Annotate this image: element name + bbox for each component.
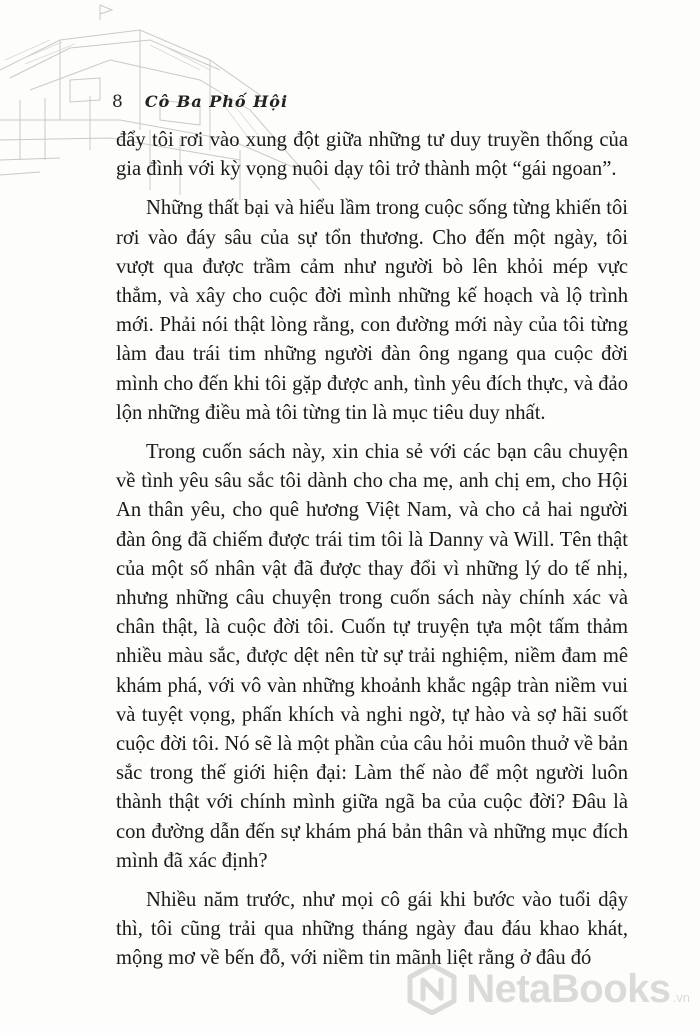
paragraph-4: Nhiều năm trước, như mọi cô gái khi bước vào tuổi dậy thì, tôi cũng trải qua những tháng ngày đau đáu khao khát, mộng mơ về bến đỗ, với niềm tin mãnh liệt rằng ở đâu đó [116, 889, 628, 970]
running-title: Cô Ba Phố Hội [144, 92, 289, 111]
running-header [112, 92, 288, 112]
netabooks-logo-icon [406, 963, 458, 1015]
page-number: 8 [112, 92, 123, 112]
paragraph-1: đẩy tôi rơi vào xung đột giữa những tư duy truyền thống của gia đình với kỳ vọng nuôi dạy tôi trở thành một “gái ngoan”. [116, 129, 628, 181]
watermark-suffix: .vn [672, 990, 690, 1005]
body-text [116, 126, 628, 984]
paragraph-3: Trong cuốn sách này, xin chia sẻ với các bạn câu chuyện về tình yêu sâu sắc tôi dành cho cha mẹ, anh chị em, cho Hội An thân yêu, cho quê hương Việt Nam, và cho cả hai người đàn ông đã chiếm được trái tim tôi là Danny và Will. Tên thật của một số nhân vật đã được thay đổi vì những lý do tế nhị, nhưng những câu chuyện trong cuốn sách này chính xác và chân thật, là cuộc đời tôi. Cuốn tự truyện tựa một tấm thảm nhiều màu sắc, được dệt nên từ sự trải nghiệm, niềm đam mê khám phá, với vô vàn những khoảnh khắc ngập tràn niềm vui và tuyệt vọng, phấn khích và nghi ngờ, tự hào và sợ hãi suốt cuộc đời tôi. Nó sẽ là một phần của câu hỏi muôn thuở về bản sắc trong thế giới hiện đại: Làm thế nào để một người luôn thành thật với chính mình giữa ngã ba của cuộc đời? Đâu là con đường dẫn đến sự khám phá bản thân và những mục đích mình đã xác định? [116, 441, 628, 872]
watermark-brand: NetaBooks [466, 966, 671, 1011]
netabooks-watermark [406, 963, 690, 1015]
paragraph-2: Những thất bại và hiểu lầm trong cuộc sống từng khiến tôi rơi vào đáy sâu của sự tổn thương. Cho đến một ngày, tôi vượt qua được trầm cảm như người bò lên khỏi mép vực thẳm, và xây cho cuộc đời mình những kế hoạch và lộ trình mới. Phải nói thật lòng rằng, con đường mới này của tôi từng làm đau trái tim những người đàn ông ngang qua cuộc đời mình cho đến khi tôi gặp được anh, tình yêu đích thực, và đảo lộn những điều mà tôi từng tin là mục tiêu duy nhất. [116, 197, 628, 424]
